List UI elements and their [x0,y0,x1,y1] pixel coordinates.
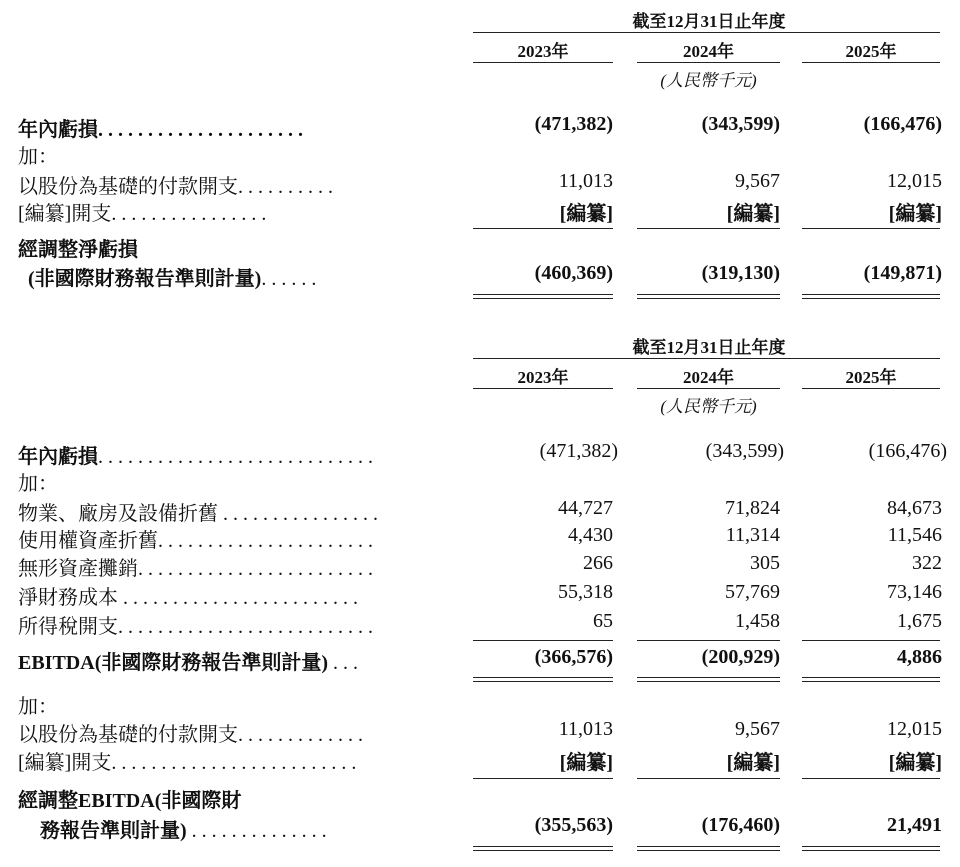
subtotal-rule [473,778,613,779]
table-row-label: [編纂]開支. . . . . . . . . . . . . . . . [18,203,267,225]
subtotal-rule [473,640,613,641]
table-cell: 55,318 [558,581,613,603]
total-rule [473,846,613,847]
table-cell: [編纂] [726,203,780,225]
table-cell: (460,369) [534,262,613,284]
table-cell: (176,460) [701,814,780,836]
table-cell: 4,430 [568,524,613,546]
total-rule [473,681,613,682]
header-rule [473,358,940,359]
table-cell: 65 [593,610,613,632]
total-rule [802,681,940,682]
year-rule-2024 [637,388,780,389]
table-row-label: 物業、廠房及設備折舊 . . . . . . . . . . . . . . . . [18,503,378,525]
total-rule [473,677,613,678]
table-cell: 11,546 [887,524,942,546]
total-rule [637,846,780,847]
subtotal-rule [637,778,780,779]
table-cell: (200,929) [701,646,780,668]
year-header-2023: 2023年 [517,42,569,61]
subtotal-rule [473,228,613,229]
table-row-label: 經調整淨虧損 [18,239,138,261]
total-rule [802,850,940,851]
table-row-label: 加： [18,146,58,168]
subtotal-rule [802,640,940,641]
table-row-label: 淨財務成本 . . . . . . . . . . . . . . . . . . . . . . . . [18,587,358,609]
year-rule-2023 [473,62,613,63]
table-row-label: 加： [18,473,58,495]
table-cell: 266 [583,552,613,574]
total-rule [637,681,780,682]
table-cell: 4,886 [897,646,942,668]
total-rule [802,846,940,847]
table-cell: 9,567 [735,718,780,740]
table-cell: [編纂] [888,203,942,225]
table-cell: 9,567 [735,170,780,192]
year-rule-2025 [802,62,940,63]
table-cell: (149,871) [863,262,942,284]
table-cell: 305 [750,552,780,574]
period-header: 截至12月31日止年度 [632,12,786,31]
table-cell: 71,824 [725,497,780,519]
table-cell: (343,599) [705,440,784,462]
table-cell: 57,769 [725,581,780,603]
table-cell: 11,013 [558,170,613,192]
total-rule [473,850,613,851]
table-cell: 44,727 [558,497,613,519]
year-header-2025: 2025年 [845,42,897,61]
table-cell: [編纂] [559,752,613,774]
table-cell: 11,314 [725,524,780,546]
table-row-label: 以股份為基礎的付款開支. . . . . . . . . . . . . [18,724,363,746]
table-cell: (471,382) [539,440,618,462]
table-cell: 1,458 [735,610,780,632]
total-rule [473,298,613,299]
subtotal-rule [637,228,780,229]
table-row-label: 所得稅開支. . . . . . . . . . . . . . . . . . . . . . . . . . [18,616,373,638]
table-row-label: 經調整EBITDA(非國際財 [18,790,242,812]
subtotal-rule [802,228,940,229]
table-cell: [編纂] [888,752,942,774]
year-header-2023: 2023年 [517,368,569,387]
table-row-label: 加： [18,696,58,718]
table-cell: 73,146 [887,581,942,603]
year-rule-2024 [637,62,780,63]
table-row-label: 以股份為基礎的付款開支. . . . . . . . . . [18,176,333,198]
total-rule [802,298,940,299]
table-row-label: 使用權資產折舊. . . . . . . . . . . . . . . . . . . . . . [18,530,373,552]
table-cell: 12,015 [887,718,942,740]
subtotal-rule [637,640,780,641]
total-rule [637,677,780,678]
table-row-label: (非國際財務報告準則計量). . . . . . [28,268,317,290]
table-row-label: 無形資產攤銷. . . . . . . . . . . . . . . . . . . . . . . . [18,558,373,580]
period-header: 截至12月31日止年度 [632,338,786,357]
table-row-label: 年內虧損. . . . . . . . . . . . . . . . . . . . . [18,119,303,141]
table-cell: 21,491 [887,814,942,836]
unit-label: (人民幣千元) [660,71,757,90]
unit-label: (人民幣千元) [660,397,757,416]
table-cell: 11,013 [558,718,613,740]
year-rule-2025 [802,388,940,389]
total-rule [637,298,780,299]
table-cell: (366,576) [534,646,613,668]
table-row-label: 年內虧損. . . . . . . . . . . . . . . . . . . . . . . . . . . . [18,446,373,468]
table-cell: (166,476) [868,440,947,462]
subtotal-rule [802,778,940,779]
total-rule [637,294,780,295]
total-rule [802,294,940,295]
table-cell: [編纂] [559,203,613,225]
table-row-label: [編纂]開支. . . . . . . . . . . . . . . . . . . . . . . . . [18,752,357,774]
table-row-label: 務報告準則計量) . . . . . . . . . . . . . . [40,820,327,842]
table-row-label: EBITDA(非國際財務報告準則計量) . . . [18,652,359,674]
table-cell: 84,673 [887,497,942,519]
header-rule [473,32,940,33]
table-cell: (471,382) [534,113,613,135]
table-cell: 12,015 [887,170,942,192]
year-header-2024: 2024年 [683,368,734,387]
total-rule [473,294,613,295]
table-cell: (355,563) [534,814,613,836]
table-cell: (319,130) [701,262,780,284]
total-rule [802,677,940,678]
year-header-2025: 2025年 [845,368,897,387]
table-cell: (166,476) [863,113,942,135]
year-header-2024: 2024年 [683,42,734,61]
table-cell: (343,599) [701,113,780,135]
table-cell: 1,675 [897,610,942,632]
table-cell: 322 [912,552,942,574]
table-cell: [編纂] [726,752,780,774]
total-rule [637,850,780,851]
year-rule-2023 [473,388,613,389]
